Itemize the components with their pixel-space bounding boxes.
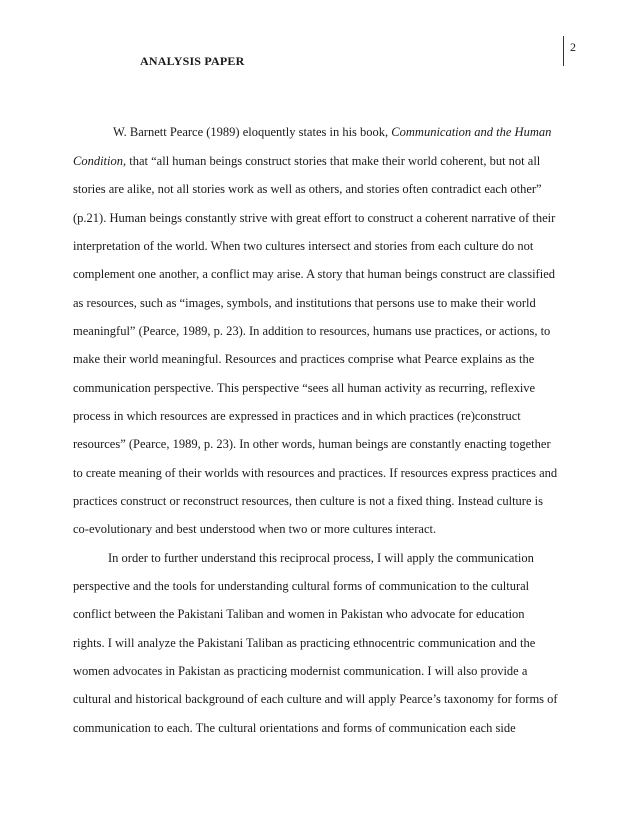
- paragraph-2-line: women advocates in Pakistan as practicing modernist communication. I will also provide a: [73, 664, 528, 678]
- text-run: , that “all human beings construct stories that make their world coherent, but not all: [123, 154, 541, 168]
- paragraph-1-line: interpretation of the world. When two cultures intersect and stories from each culture do not: [73, 239, 534, 253]
- paragraph-2-line: rights. I will analyze the Pakistani Taliban as practicing ethnocentric communication and the: [73, 636, 536, 650]
- paragraph-1-line: complement one another, a conflict may arise. A story that human beings construct are classified: [73, 267, 555, 281]
- paragraph-1-line: process in which resources are expressed in practices and in which practices (re)construct: [73, 409, 521, 423]
- running-head: ANALYSIS PAPER: [140, 54, 245, 68]
- paragraph-1-line: communication perspective. This perspective “sees all human activity as recurring, reflexive: [73, 381, 536, 395]
- book-title-italic: Communication and the Human: [391, 125, 552, 139]
- paragraph-2-line: In order to further understand this reciprocal process, I will apply the communication: [108, 551, 534, 565]
- paragraph-2-line: cultural and historical background of each culture and will apply Pearce’s taxonomy for forms of: [73, 692, 558, 706]
- paragraph-1-line: practices construct or reconstruct resources, then culture is not a fixed thing. Instead culture is: [73, 494, 543, 508]
- paragraph-1-line: meaningful” (Pearce, 1989, p. 23). In addition to resources, humans use practices, or actions, to: [73, 324, 551, 338]
- paragraph-1-line: (p.21). Human beings constantly strive with great effort to construct a coherent narrative of their: [73, 211, 556, 225]
- paragraph-2-line: perspective and the tools for understanding cultural forms of communication to the cultural: [73, 579, 530, 593]
- paragraph-1-line: make their world meaningful. Resources and practices comprise what Pearce explains as the: [73, 352, 535, 366]
- paragraph-1-line: co-evolutionary and best understood when two or more cultures interact.: [73, 522, 437, 536]
- text-run: W. Barnett Pearce (1989) eloquently states in his book,: [113, 125, 392, 139]
- paragraph-1-line: as resources, such as “images, symbols, and institutions that persons use to make their world: [73, 296, 536, 310]
- book-title-italic: Condition: [73, 154, 124, 168]
- paragraph-1-line: to create meaning of their worlds with resources and practices. If resources express practices and: [73, 466, 558, 480]
- paragraph-1-line: [73, 153, 540, 169]
- paragraph-1-line: [113, 124, 551, 140]
- page-number: 2: [570, 40, 576, 54]
- paragraph-2-line: communication to each. The cultural orientations and forms of communication each side: [73, 721, 516, 735]
- paragraph-1-line: resources” (Pearce, 1989, p. 23). In other words, human beings are constantly enacting together: [73, 437, 551, 451]
- header-rule: [563, 36, 564, 66]
- paragraph-1-line: stories are alike, not all stories work as well as others, and stories often contradict each other”: [73, 182, 542, 196]
- paragraph-2-line: conflict between the Pakistani Taliban and women in Pakistan who advocate for education: [73, 607, 525, 621]
